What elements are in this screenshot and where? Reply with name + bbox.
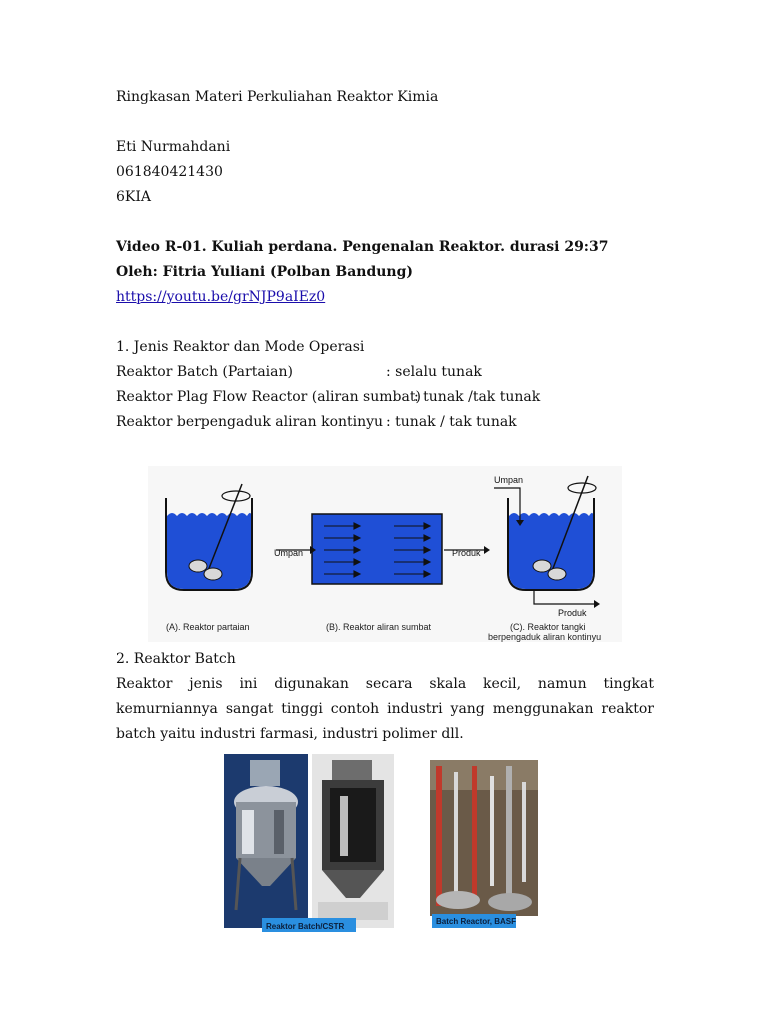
section2-paragraph: Reaktor jenis ini digunakan secara skala kecil, namun tingkat kemurniannya sangat tinggi contoh industri yang menggunakan reaktor batch yaitu industri farmasi, industri polimer dll. xyxy=(116,676,654,742)
student-id: 061840421430 xyxy=(116,164,223,180)
document-title: Ringkasan Materi Perkuliahan Reaktor Kimia xyxy=(116,89,439,105)
reactor-mode-pfr: : tunak /tak tunak xyxy=(414,389,541,405)
cstr-product-label: Produk xyxy=(558,608,587,618)
reactor-mode-batch: : selalu tunak xyxy=(386,364,482,380)
reactor-type-pfr: Reaktor Plag Flow Reactor (aliran sumbat) xyxy=(116,389,421,405)
stainless-reactor-photo xyxy=(224,754,308,928)
caption-cstr-line2: berpengaduk aliran kontinyu xyxy=(488,632,602,642)
batch-reactor-photos xyxy=(222,752,552,936)
reactor-types-diagram xyxy=(148,466,622,642)
right-photo-label: Batch Reactor, BASF xyxy=(436,917,517,926)
caption-cstr-line1: (C). Reaktor tangki xyxy=(510,622,586,632)
caption-pfr: (B). Reaktor aliran sumbat xyxy=(326,622,432,632)
cstr-feed-label: Umpan xyxy=(494,475,524,485)
video-link[interactable]: https://youtu.be/grNJP9aIEz0 xyxy=(116,289,326,305)
author-name: Eti Nurmahdani xyxy=(116,139,231,155)
pfr-product-label: Produk xyxy=(452,548,481,558)
section1-heading: 1. Jenis Reaktor dan Mode Operasi xyxy=(116,339,365,355)
reactor-type-cstr: Reaktor berpengaduk aliran kontinyu xyxy=(116,414,384,430)
video-author: Oleh: Fitria Yuliani (Polban Bandung) xyxy=(116,264,414,280)
cutaway-reactor-photo xyxy=(312,754,394,928)
reactor-type-batch: Reaktor Batch (Partaian) xyxy=(116,364,293,380)
left-photo-label: Reaktor Batch/CSTR xyxy=(266,922,345,931)
class-code: 6KIA xyxy=(116,189,152,205)
reactor-mode-cstr: : tunak / tak tunak xyxy=(386,414,517,430)
caption-batch: (A). Reaktor partaian xyxy=(166,622,250,632)
video-title: Video R-01. Kuliah perdana. Pengenalan Reaktor. durasi 29:37 xyxy=(116,239,609,255)
section2-heading: 2. Reaktor Batch xyxy=(116,651,236,667)
basf-plant-photo xyxy=(430,760,538,916)
pfr-feed-label: Umpan xyxy=(274,548,304,558)
